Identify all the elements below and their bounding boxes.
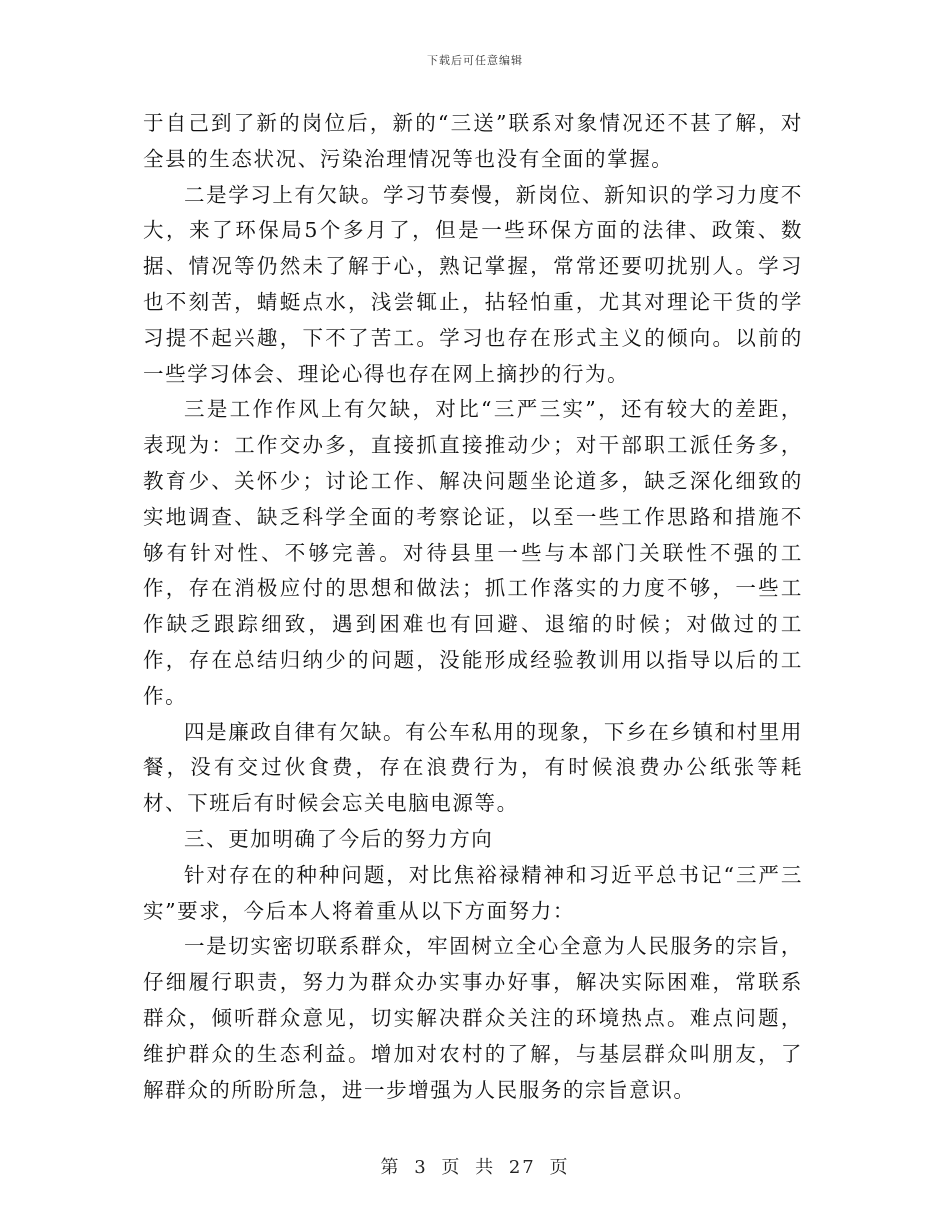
document-body [143, 106, 803, 1108]
paragraph-integrity-shortcoming: 四是廉政自律有欠缺。有公车私用的现象，下乡在乡镇和村里用餐，没有交过伙食费，存在浪费行为，有时候浪费办公纸张等耗材、下班后有时候会忘关电脑电源等。 [143, 719, 803, 816]
paragraph-continued: 于自己到了新的岗位后，新的“三送”联系对象情况还不甚了解，对全县的生态状况、污染治理情况等也没有全面的掌握。 [143, 111, 803, 171]
paragraph-future-intro: 针对存在的种种问题，对比焦裕禄精神和习近平总书记“三严三实”要求，今后本人将着重从以下方面努力： [143, 862, 803, 923]
page-header-note: 下载后可任意编辑 [427, 54, 523, 67]
paragraph-contact-masses: 一是切实密切联系群众，牢固树立全心全意为人民服务的宗旨，仔细履行职责，努力为群众办实事办好事，解决实际困难，常联系群众，倾听群众意见，切实解决群众关注的环境热点。难点问题，维护群众的生态利益。增加对农村的了解，与基层群众叫朋友，了解群众的所盼所急，进一步增强为人民服务的宗旨意识。 [143, 934, 803, 1102]
paragraph-work-style-shortcoming: 三是工作作风上有欠缺，对比“三严三实”，还有较大的差距，表现为：工作交办多，直接抓直接推动少；对干部职工派任务多，教育少、关怀少；讨论工作、解决问题坐论道多，缺乏深化细致的实地调查、缺乏科学全面的考察论证，以至一些工作思路和措施不够有针对性、不够完善。对待县里一些与本部门关联性不强的工作，存在消极应付的思想和做法；抓工作落实的力度不够，一些工作缺乏跟踪细致，遇到困难也有回避、退缩的时候；对做过的工作，存在总结归纳少的问题，没能形成经验教训用以指导以后的工作。 [143, 397, 803, 708]
paragraph-study-shortcoming: 二是学习上有欠缺。学习节奏慢，新岗位、新知识的学习力度不大，来了环保局5个多月了，但是一些环保方面的法律、政策、数据、情况等仍然未了解于心，熟记掌握，常常还要叨扰别人。学习也不刻苦，蜻蜓点水，浅尝辄止，拈轻怕重，尤其对理论干货的学习提不起兴趣，下不了苦工。学习也存在形式主义的倾向。以前的一些学习体会、理论心得也存在网上摘抄的行为。 [143, 182, 803, 386]
page-number-footer: 第 3 页 共 27 页 [380, 1157, 570, 1178]
section-heading-future-direction: 三、更加明确了今后的努力方向 [184, 826, 494, 851]
